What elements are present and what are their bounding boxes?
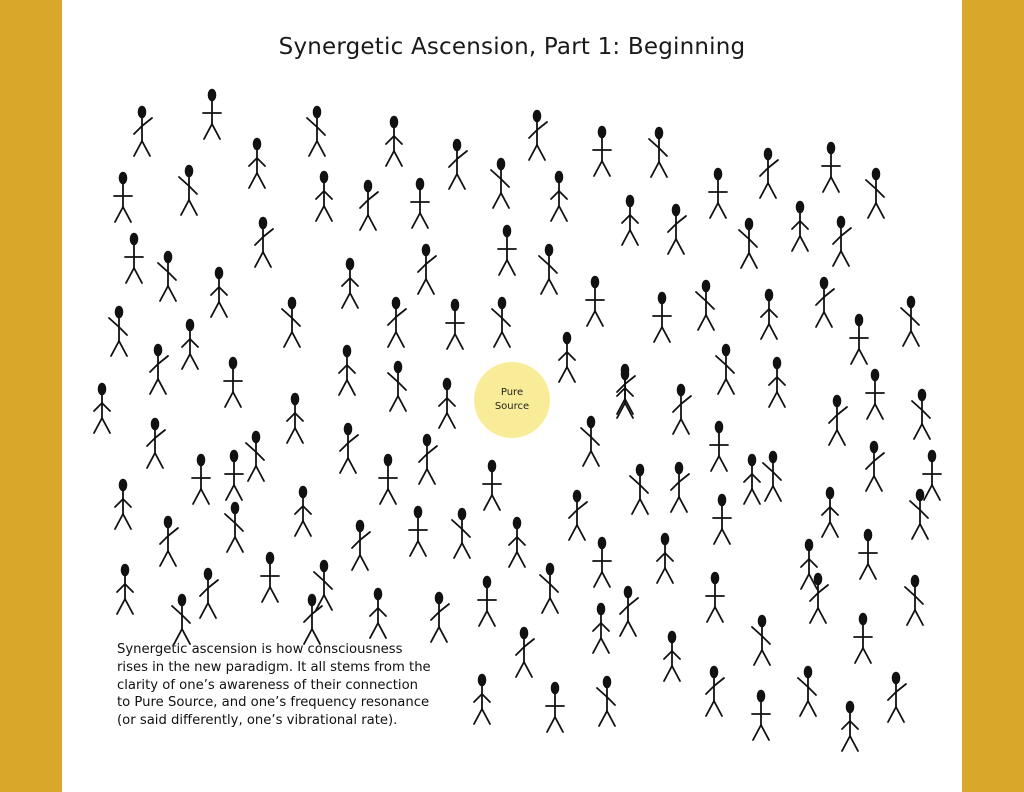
pure-source-circle — [474, 362, 550, 438]
stick-figure-icon — [713, 494, 731, 544]
stick-figure-icon — [540, 563, 558, 613]
stick-figure-icon — [792, 201, 808, 251]
diagram-page — [62, 0, 962, 792]
stick-figure-icon — [94, 383, 110, 433]
stick-figure-icon — [370, 588, 386, 638]
stick-figure-icon — [866, 441, 884, 491]
stick-figure-icon — [763, 451, 781, 501]
stick-figure-icon — [340, 423, 358, 473]
stick-figure-icon — [203, 89, 221, 139]
stick-figure-icon — [386, 116, 402, 166]
stick-figure-icon — [673, 384, 691, 434]
stick-figure-icon — [716, 344, 734, 394]
stick-figure-icon — [114, 172, 132, 222]
stick-figure-icon — [246, 431, 264, 481]
stick-figure-icon — [866, 168, 884, 218]
stick-figure-icon — [125, 233, 143, 283]
stick-figure-icon — [539, 244, 557, 294]
stick-figure-icon — [134, 106, 152, 156]
stick-figure-icon — [352, 520, 370, 570]
stick-figure-icon — [822, 142, 840, 192]
stick-figure-icon — [739, 218, 757, 268]
stick-figure-icon — [342, 258, 358, 308]
stick-figure-icon — [668, 204, 686, 254]
stick-figure-icon — [261, 552, 279, 602]
stick-figure-icon — [282, 297, 300, 347]
stick-figure-icon — [905, 575, 923, 625]
stick-figure-icon — [816, 277, 834, 327]
stick-figure-icon — [859, 529, 877, 579]
stick-figure-icon — [200, 568, 218, 618]
stick-figure-icon — [115, 479, 131, 529]
diagram-title: Synergetic Ascension, Part 1: Beginning — [278, 34, 746, 60]
stick-figure-icon — [696, 280, 714, 330]
stick-figure-icon — [706, 572, 724, 622]
stick-figure-icon — [431, 592, 449, 642]
stick-figure-icon — [593, 126, 611, 176]
stick-figure-icon — [752, 690, 770, 740]
stick-figure-icon — [295, 486, 311, 536]
stick-figure-icon — [866, 369, 884, 419]
stick-figure-icon — [150, 344, 168, 394]
stick-figure-icon — [833, 216, 851, 266]
stick-figure-icon — [388, 361, 406, 411]
stick-figure-icon — [109, 306, 127, 356]
stick-figure-icon — [706, 666, 724, 716]
stick-figure-icon — [569, 490, 587, 540]
stick-figure-icon — [798, 666, 816, 716]
stick-figure-icon — [211, 267, 227, 317]
stick-figure-icon — [888, 672, 906, 722]
caption-text: Synergetic ascension is how consciousness rises in the new paradigm. It all stems from the clarity of one’s awareness of their connection to Pure Source, and one’s frequency resonance (or said differently, one’s vibrational rate). — [117, 642, 431, 729]
stick-figure-icon — [117, 564, 133, 614]
stick-figure-icon — [411, 178, 429, 228]
stick-figure-icon — [581, 416, 599, 466]
stick-figure-icon — [559, 332, 575, 382]
stick-figure-icon — [446, 299, 464, 349]
stick-figure-icon — [901, 296, 919, 346]
stick-figure-icon — [850, 314, 868, 364]
stick-figure-icon — [769, 357, 785, 407]
stick-figure-icon — [923, 450, 941, 500]
stick-figure-icon — [491, 158, 509, 208]
stick-figure-icon — [360, 180, 378, 230]
stick-figure-icon — [419, 434, 437, 484]
stick-figure-icon — [224, 357, 242, 407]
stick-figure-icon — [255, 217, 273, 267]
stick-figure-icon — [449, 139, 467, 189]
stick-figure-icon — [671, 462, 689, 512]
stick-figure-icon — [452, 508, 470, 558]
stick-figure-icon — [379, 454, 397, 504]
stick-figure-icon — [158, 251, 176, 301]
stick-figure-icon — [622, 195, 638, 245]
stick-figure-icon — [744, 454, 760, 504]
stick-figure-icon — [586, 276, 604, 326]
stick-figure-icon — [710, 421, 728, 471]
stick-figure-icon — [225, 450, 243, 500]
stick-figure-icon — [147, 418, 165, 468]
stick-figure-icon — [418, 244, 436, 294]
stick-figure-icon — [409, 506, 427, 556]
stick-figure-icon — [620, 586, 638, 636]
stick-figure-icon — [752, 615, 770, 665]
stick-figure-icon — [307, 106, 325, 156]
stick-figure-icon — [439, 378, 455, 428]
stick-figure-icon — [304, 594, 322, 644]
stick-figure-icon — [172, 594, 190, 644]
stick-figure-icon — [593, 537, 611, 587]
stick-figure-icon — [854, 613, 872, 663]
stick-figure-icon — [492, 297, 510, 347]
stick-figure-icon — [483, 460, 501, 510]
left-border — [0, 0, 62, 792]
stick-figure-icon — [314, 560, 332, 610]
stick-figure-icon — [249, 138, 265, 188]
stick-figure-icon — [529, 110, 547, 160]
stick-figure-icon — [546, 682, 564, 732]
stick-figure-icon — [842, 701, 858, 751]
stick-figure-icon — [498, 225, 516, 275]
stick-figure-icon — [516, 627, 534, 677]
stick-figure-icon — [657, 533, 673, 583]
stick-figure-icon — [597, 676, 615, 726]
stick-figure-icon — [709, 168, 727, 218]
stick-figure-icon — [630, 464, 648, 514]
stick-figure-icon — [225, 502, 243, 552]
stick-figure-icon — [551, 171, 567, 221]
stick-figure-icon — [760, 148, 778, 198]
right-border — [962, 0, 1024, 792]
stick-figure-icon — [192, 454, 210, 504]
stick-figure-icon — [829, 395, 847, 445]
stick-figure-icon — [339, 345, 355, 395]
stick-figure-icon — [182, 319, 198, 369]
stick-figure-icon — [761, 289, 777, 339]
stick-figure-icon — [653, 292, 671, 342]
stick-figure-icon — [649, 127, 667, 177]
stick-figure-icon — [160, 516, 178, 566]
stick-figure-icon — [593, 603, 609, 653]
stick-figure-icon — [388, 297, 406, 347]
stick-figure-icon — [316, 171, 332, 221]
stick-figure-icon — [287, 393, 303, 443]
stick-figure-icon — [179, 165, 197, 215]
stick-figure-icon — [664, 631, 680, 681]
stick-figure-icon — [478, 576, 496, 626]
stick-figure-icon — [822, 487, 838, 537]
stick-figure-icon — [912, 389, 930, 439]
stick-figure-icon — [509, 517, 525, 567]
pure-source-label: Pure Source — [494, 387, 530, 412]
